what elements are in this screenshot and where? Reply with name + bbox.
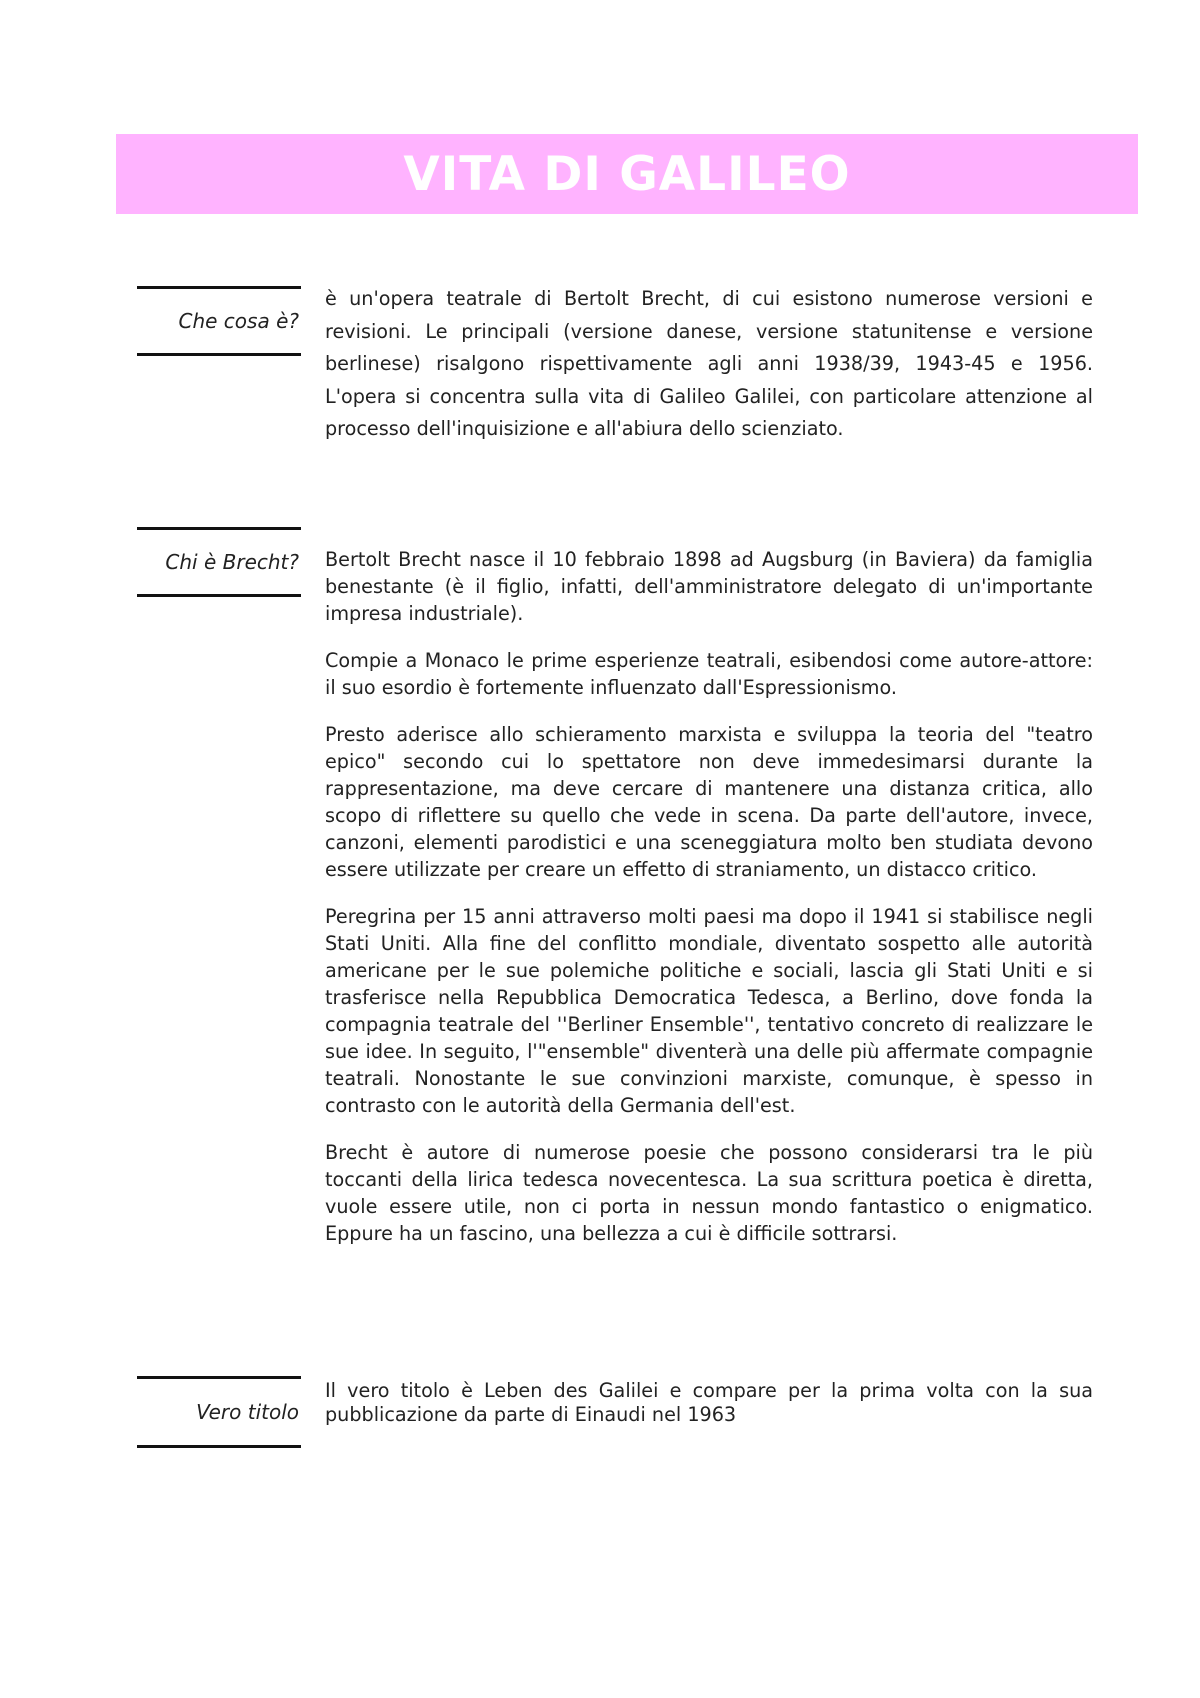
section-body-vero-titolo xyxy=(325,1379,1093,1427)
page-title: VITA DI GALILEO xyxy=(403,146,851,202)
paragraph: Presto aderisce allo schieramento marxista e sviluppa la teoria del "teatro epico" secondo cui lo spettatore non deve immedesimarsi durante la rappresentazione, ma deve cercare di mantenere una distanza critica, allo scopo di riflettere su quello che vede in scena. Da parte dell'autore, invece, canzoni, elementi parodistici e una sceneggiatura molto ben studiata devono essere utilizzate per creare un effetto di straniamento, un distacco critico. xyxy=(325,723,1093,881)
paragraph: è un'opera teatrale di Bertolt Brecht, di cui esistono numerose versioni e revisioni. Le principali (versione danese, versione statunitense e versione berlinese) risalgono rispettivamente agli anni 1938/39, 1943-45 e 1956. L'opera si concentra sulla vita di Galileo Galilei, con particolare attenzione al processo dell'inquisizione e all'abiura dello scienziato. xyxy=(325,287,1093,440)
paragraph: Bertolt Brecht nasce il 10 febbraio 1898 ad Augsburg (in Baviera) da famiglia benestante (è il figlio, infatti, dell'amministratore delegato di un'importante impresa industriale). xyxy=(325,548,1093,625)
paragraph: Il vero titolo è Leben des Galilei e compare per la prima volta con la sua pubblicazione da parte di Einaudi nel 1963 xyxy=(325,1379,1093,1426)
title-banner xyxy=(116,134,1138,214)
paragraph: Brecht è autore di numerose poesie che possono considerarsi tra le più toccanti della lirica tedesca novecentesca. La sua scrittura poetica è diretta, vuole essere utile, non ci porta in nessun mondo fantastico o enigmatico. Eppure ha un fascino, una bellezza a cui è difficile sottrarsi. xyxy=(325,1141,1093,1245)
section-label-vero-titolo xyxy=(137,1376,301,1448)
section-label-chi-brecht xyxy=(137,527,301,597)
section-label-text: Vero titolo xyxy=(196,1400,299,1424)
section-label-text: Chi è Brecht? xyxy=(165,550,299,574)
paragraph: Peregrina per 15 anni attraverso molti paesi ma dopo il 1941 si stabilisce negli Stati Uniti. Alla fine del conflitto mondiale, diventato sospetto alle autorità americane per le sue polemiche politiche e sociali, lascia gli Stati Uniti e si trasferisce nella Repubblica Democratica Tedesca, a Berlino, dove fonda la compagnia teatrale del ''Berliner Ensemble'', tentativo concreto di realizzare le sue idee. In seguito, l'"ensemble" diventerà una delle più affermate compagnie teatrali. Nonostante le sue convinzioni marxiste, comunque, è spesso in contrasto con le autorità della Germania dell'est. xyxy=(325,905,1093,1117)
paragraph: Compie a Monaco le prime esperienze teatrali, esibendosi come autore-attore: il suo esordio è fortemente influenzato dall'Espressionismo. xyxy=(325,649,1093,699)
section-label-che-cosa xyxy=(137,286,301,356)
section-label-text: Che cosa è? xyxy=(178,309,299,333)
section-body-chi-brecht xyxy=(325,546,1093,1308)
section-body-che-cosa xyxy=(325,283,1093,446)
